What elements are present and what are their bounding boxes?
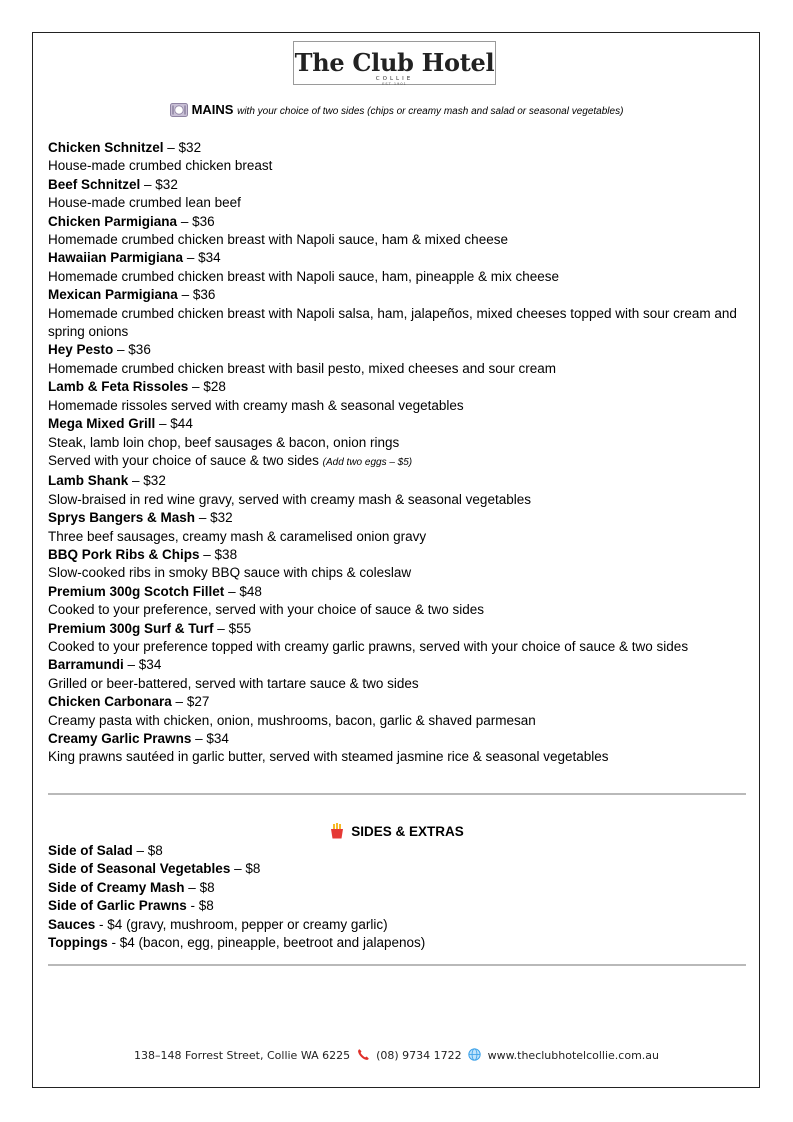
menu-item-price: $34 bbox=[198, 250, 221, 266]
description-text: Cooked to your preference, served with your choice of sauce & two sides bbox=[48, 602, 484, 618]
hotel-logo bbox=[293, 41, 496, 85]
price-separator: – bbox=[132, 843, 148, 858]
price-separator: - bbox=[95, 916, 108, 932]
mains-heading bbox=[0, 101, 793, 122]
price-separator: – bbox=[140, 176, 156, 192]
menu-item-price: $34 bbox=[138, 657, 162, 673]
menu-item-description bbox=[48, 268, 748, 286]
menu-item-name: Chicken Schnitzel bbox=[48, 140, 164, 155]
section-divider bbox=[48, 793, 746, 795]
menu-item-name: Hawaiian Parmigiana bbox=[48, 250, 184, 266]
menu-item-title bbox=[48, 509, 748, 527]
description-text: Steak, lamb loin chop, beef sausages & bacon, onion rings bbox=[48, 434, 400, 450]
price-separator: – bbox=[123, 657, 139, 673]
menu-item-price: $38 bbox=[214, 546, 238, 562]
description-text: King prawns sautéed in garlic butter, served with steamed jasmine rice & seasonal vegetables bbox=[48, 749, 609, 765]
menu-item-title bbox=[48, 730, 748, 748]
footer-divider bbox=[48, 964, 746, 966]
side-item-name: Toppings bbox=[48, 935, 108, 951]
sides-title: SIDES & EXTRAS bbox=[351, 824, 464, 839]
footer-phone-link[interactable]: (08) 9734 1722 bbox=[376, 1049, 462, 1062]
menu-item-description bbox=[48, 601, 748, 619]
description-text: House-made crumbed chicken breast bbox=[48, 158, 273, 174]
price-separator: – bbox=[195, 510, 211, 526]
menu-item-description bbox=[48, 638, 748, 656]
menu-item-title bbox=[48, 583, 748, 601]
menu-item-name: Sprys Bangers & Mash bbox=[48, 510, 196, 526]
side-item bbox=[48, 934, 748, 952]
description-text: House-made crumbed lean beef bbox=[48, 195, 241, 211]
menu-item-description bbox=[48, 157, 748, 175]
menu-item-description bbox=[48, 491, 748, 509]
side-item-name: Sauces bbox=[48, 916, 96, 932]
menu-item-title bbox=[48, 249, 748, 267]
menu-item-price: $32 bbox=[210, 510, 233, 526]
side-item-price: $8 bbox=[198, 898, 214, 914]
menu-item-description bbox=[48, 231, 748, 249]
description-text: Creamy pasta with chicken, onion, mushrooms, bacon, garlic & shaved parmesan bbox=[48, 712, 536, 728]
menu-item-name: Beef Schnitzel bbox=[48, 176, 141, 192]
menu-item-name: Creamy Garlic Prawns bbox=[48, 731, 192, 746]
side-item bbox=[48, 916, 748, 934]
menu-item-name: Lamb & Feta Rissoles bbox=[48, 379, 189, 395]
menu-item-name: Hey Pesto bbox=[48, 342, 114, 358]
price-separator: – bbox=[155, 416, 171, 432]
side-item bbox=[48, 879, 748, 897]
description-text: Homemade crumbed chicken breast with Napoli salsa, ham, jalapeños, mixed cheeses topped with sour cream and spring onions bbox=[48, 305, 737, 340]
footer-address: 138–148 Forrest Street, Collie WA 6225 bbox=[133, 1049, 351, 1062]
menu-item-description bbox=[48, 452, 748, 472]
menu-item-price: $32 bbox=[178, 140, 202, 155]
fries-icon bbox=[329, 823, 345, 844]
menu-item-name: Mega Mixed Grill bbox=[48, 416, 156, 432]
logo-est: EST 1901 bbox=[382, 82, 407, 86]
description-text: Homemade crumbed chicken breast with basil pesto, mixed cheeses and sour cream bbox=[48, 360, 556, 376]
menu-item-title bbox=[48, 176, 748, 194]
menu-item-description bbox=[48, 712, 748, 730]
description-text: Three beef sausages, creamy mash & caramelised onion gravy bbox=[48, 528, 427, 544]
menu-item-name: Chicken Parmigiana bbox=[48, 213, 178, 229]
footer-website-link[interactable]: www.theclubhotelcollie.com.au bbox=[487, 1049, 660, 1062]
menu-item-description bbox=[48, 748, 748, 766]
menu-item-description bbox=[48, 675, 748, 693]
price-separator: – bbox=[224, 583, 240, 599]
menu-item-description bbox=[48, 564, 748, 582]
menu-item-price: $36 bbox=[192, 287, 216, 303]
menu-item-title bbox=[48, 341, 748, 359]
menu-item-price: $27 bbox=[186, 694, 210, 710]
menu-item-name: Mexican Parmigiana bbox=[48, 287, 178, 303]
side-item bbox=[48, 860, 748, 878]
price-separator: – bbox=[177, 287, 193, 303]
phone-icon bbox=[357, 1048, 370, 1061]
menu-item-name: Chicken Carbonara bbox=[48, 694, 172, 710]
description-text: Homemade crumbed chicken breast with Napoli sauce, ham, pineapple & mix cheese bbox=[48, 268, 560, 284]
mains-note: with your choice of two sides (chips or creamy mash and salad or seasonal vegetables) bbox=[237, 106, 624, 117]
menu-item-price: $44 bbox=[170, 416, 193, 432]
menu-item-title bbox=[48, 286, 748, 304]
menu-item-title bbox=[48, 656, 748, 674]
side-item bbox=[48, 897, 748, 915]
side-item-price: $4 (bacon, egg, pineapple, beetroot and jalapenos) bbox=[119, 935, 426, 951]
price-separator: – bbox=[163, 140, 179, 155]
description-text: Grilled or beer-battered, served with tartare sauce & two sides bbox=[48, 675, 419, 691]
logo-town: COLLIE bbox=[375, 76, 414, 82]
price-separator: – bbox=[230, 861, 246, 877]
menu-item-description bbox=[48, 194, 748, 212]
menu-item-name: Premium 300g Surf & Turf bbox=[48, 620, 214, 636]
menu-item-description bbox=[48, 397, 748, 415]
menu-item-title bbox=[48, 378, 748, 396]
price-separator: – bbox=[177, 213, 193, 229]
menu-item-price: $48 bbox=[239, 583, 262, 599]
plate-cutlery-icon bbox=[170, 103, 188, 122]
menu-item-title bbox=[48, 213, 748, 231]
menu-item-description bbox=[48, 305, 748, 342]
menu-item-name: Premium 300g Scotch Fillet bbox=[48, 583, 225, 599]
menu-item-price: $55 bbox=[228, 620, 252, 636]
menu-item-price: $34 bbox=[206, 731, 229, 746]
mains-title: MAINS bbox=[191, 102, 234, 117]
side-item bbox=[48, 842, 748, 860]
description-text: Served with your choice of sauce & two sides bbox=[48, 452, 323, 468]
description-text: Slow-braised in red wine gravy, served with creamy mash & seasonal vegetables bbox=[48, 491, 531, 507]
price-separator: – bbox=[199, 546, 215, 562]
globe-icon bbox=[468, 1048, 481, 1061]
price-separator: – bbox=[183, 250, 199, 266]
menu-item-title bbox=[48, 139, 748, 157]
menu-item-price: $36 bbox=[128, 342, 151, 358]
menu-item-description bbox=[48, 528, 748, 546]
menu-item-name: BBQ Pork Ribs & Chips bbox=[48, 546, 200, 562]
logo-name: The Club Hotel bbox=[294, 48, 495, 77]
price-separator: – bbox=[184, 879, 200, 895]
side-item-name: Side of Garlic Prawns bbox=[48, 898, 187, 914]
side-item-price: $8 bbox=[147, 843, 163, 858]
side-item-name: Side of Salad bbox=[48, 843, 133, 858]
side-item-price: $8 bbox=[199, 879, 215, 895]
price-separator: – bbox=[113, 342, 129, 358]
menu-item-title bbox=[48, 472, 748, 490]
menu-item-price: $36 bbox=[192, 213, 215, 229]
menu-item-price: $32 bbox=[155, 176, 178, 192]
price-separator: - bbox=[107, 935, 120, 951]
price-separator: - bbox=[186, 898, 199, 914]
price-separator: – bbox=[171, 694, 187, 710]
menu-item-title bbox=[48, 693, 748, 711]
menu-item-name: Barramundi bbox=[48, 657, 124, 673]
price-separator: – bbox=[128, 473, 144, 489]
menu-item-price: $32 bbox=[143, 473, 166, 489]
footer bbox=[0, 1048, 793, 1064]
sides-list bbox=[48, 842, 748, 952]
side-item-price: $4 (gravy, mushroom, pepper or creamy garlic) bbox=[107, 916, 388, 932]
menu-item-extra: (Add two eggs – $5) bbox=[322, 456, 413, 468]
menu-item-title bbox=[48, 620, 748, 638]
side-item-price: $8 bbox=[245, 861, 261, 877]
description-text: Homemade rissoles served with creamy mash & seasonal vegetables bbox=[48, 397, 464, 413]
side-item-name: Side of Seasonal Vegetables bbox=[48, 861, 231, 877]
price-separator: – bbox=[188, 379, 204, 395]
menu-item-description bbox=[48, 434, 748, 452]
menu-item-price: $28 bbox=[203, 379, 226, 395]
menu-item-description bbox=[48, 360, 748, 378]
menu-item-name: Lamb Shank bbox=[48, 473, 129, 489]
description-text: Slow-cooked ribs in smoky BBQ sauce with chips & coleslaw bbox=[48, 565, 412, 581]
menu-item-title bbox=[48, 415, 748, 433]
side-item-name: Side of Creamy Mash bbox=[48, 879, 185, 895]
description-text: Cooked to your preference topped with creamy garlic prawns, served with your choice of sauce & two sides bbox=[48, 638, 689, 654]
price-separator: – bbox=[213, 620, 229, 636]
menu-item-title bbox=[48, 546, 748, 564]
mains-list bbox=[48, 139, 748, 767]
sides-heading bbox=[0, 823, 793, 844]
description-text: Homemade crumbed chicken breast with Napoli sauce, ham & mixed cheese bbox=[48, 232, 508, 248]
price-separator: – bbox=[191, 731, 207, 746]
